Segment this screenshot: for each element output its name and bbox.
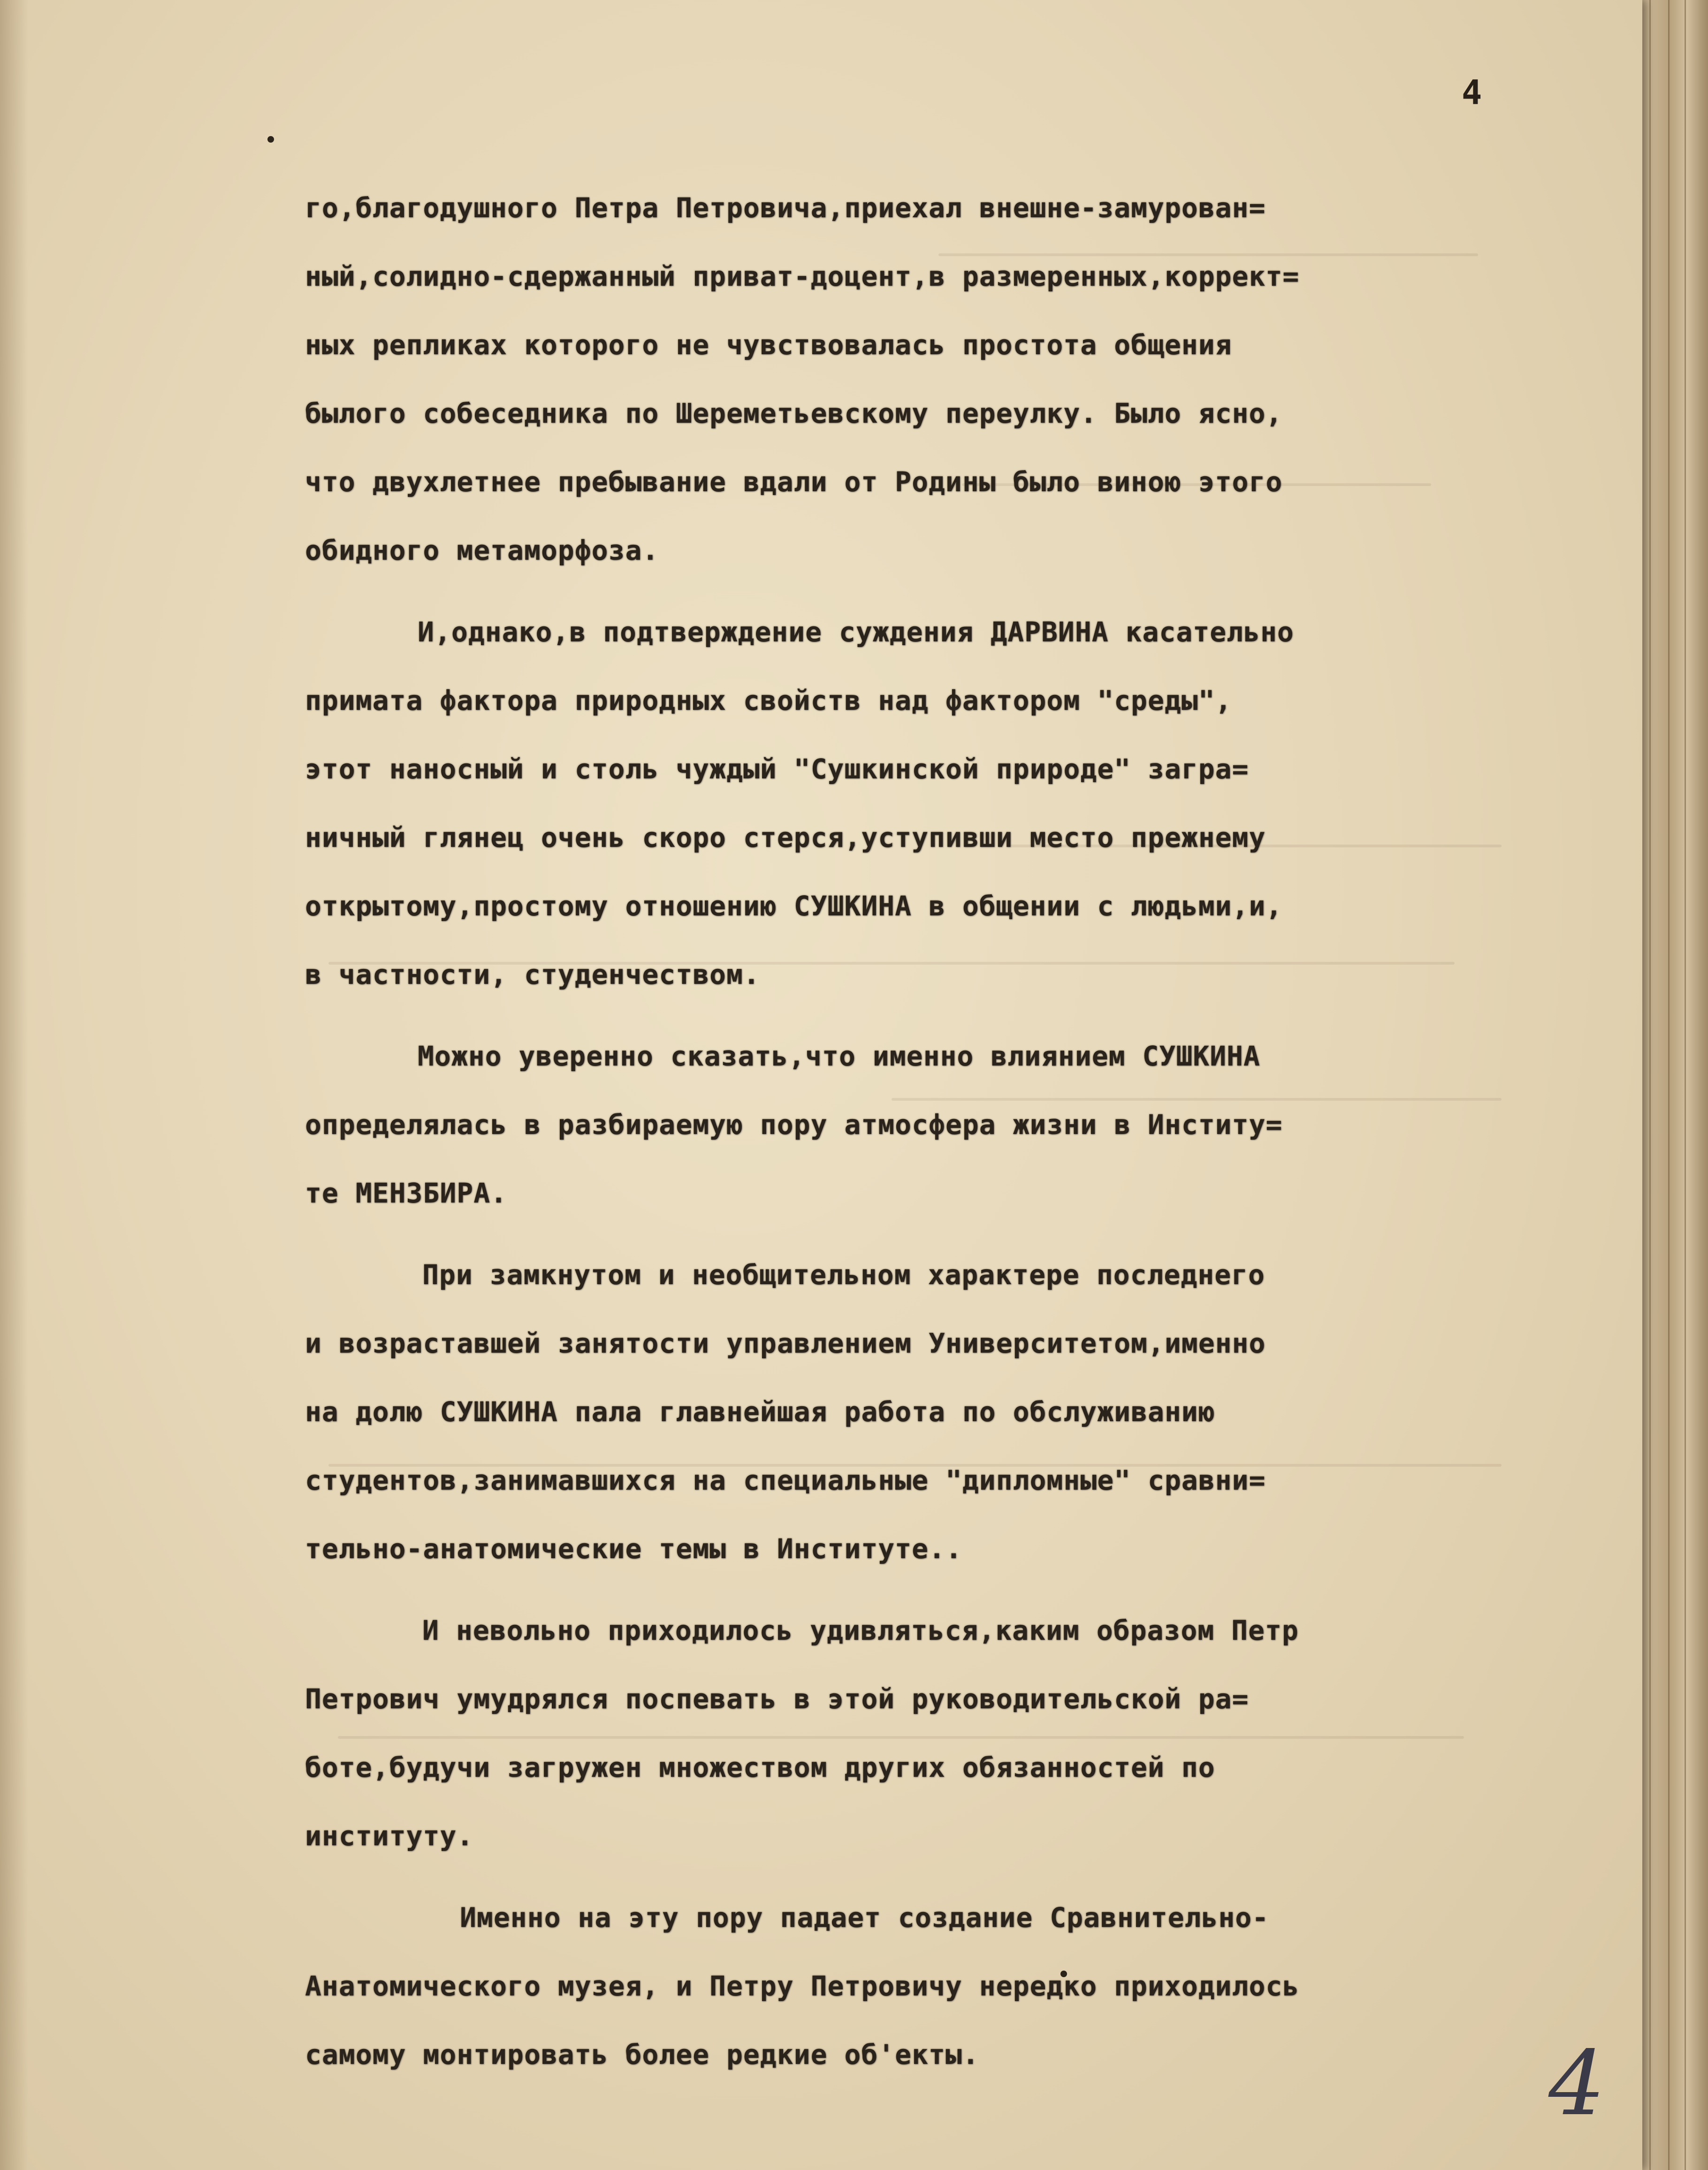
text-line: ных репликах которого не чувствовалась простота общения [305,329,1232,361]
text-line: Именно на эту пору падает создание Сравнительно- [460,1902,1269,1934]
page-edge-line [1685,0,1686,2170]
text-line: обидного метаморфоза. [305,534,659,566]
handwritten-page-number: 4 [1548,2032,1605,2135]
text-line: При замкнутом и необщительном характере последнего [422,1259,1265,1291]
text-line: на долю СУШКИНА пала главнейшая работа по обслуживанию [305,1396,1215,1428]
page-binding-shadow [0,0,28,2170]
page-edge-line [1668,0,1670,2170]
text-line: открытому,простому отношению СУШКИНА в общении с людьми,и, [305,890,1283,922]
text-line: И невольно приходилось удивляться,каким образом Петр [422,1614,1299,1646]
text-line: Можно уверенно сказать,что именно влиянием СУШКИНА [418,1040,1260,1072]
text-line: ный,солидно-сдержанный приват-доцент,в размеренных,коррект= [305,260,1300,292]
text-line: ничный глянец очень скоро стерся,уступивши место прежнему [305,822,1266,853]
ink-dot [267,136,274,143]
text-line: этот наносный и столь чуждый "Сушкинской природе" загра= [305,753,1249,785]
text-line: го,благодушного Петра Петровича,приехал внешне-замурован= [305,192,1266,224]
text-line: студентов,занимавшихся на специальные "дипломные" сравни= [305,1464,1266,1496]
text-line: в частности, студенчеством. [305,959,760,990]
typed-text-block [305,174,1534,2089]
text-line: боте,будучи загружен множеством других обязанностей по [305,1751,1215,1783]
text-line: примата фактора природных свойств над фактором "среды", [305,685,1232,716]
text-line: Петрович умудрялся поспевать в этой руководительской ра= [305,1683,1249,1715]
text-line: былого собеседника по Шереметьевскому переулку. Было ясно, [305,397,1283,429]
text-line: определялась в разбираемую пору атмосфера жизни в Институ= [305,1109,1283,1141]
text-line: И,однако,в подтверждение суждения ДАРВИНА касательно [418,616,1294,648]
text-line: самому монтировать более редкие об'екты. [305,2039,979,2071]
text-line: и возраставшей занятости управлением Университетом,именно [305,1327,1266,1359]
text-line: Анатомического музея, и Петру Петровичу нередко приходилось [305,1970,1300,2002]
text-line: те МЕНЗБИРА. [305,1177,508,1209]
text-line: что двухлетнее пребывание вдали от Родины было виною этого [305,466,1283,498]
page-number: 4 [1462,73,1482,112]
text-line: институту. [305,1820,474,1852]
page-edge-line [1649,0,1651,2170]
text-line: тельно-анатомические темы в Институте.. [305,1533,962,1565]
